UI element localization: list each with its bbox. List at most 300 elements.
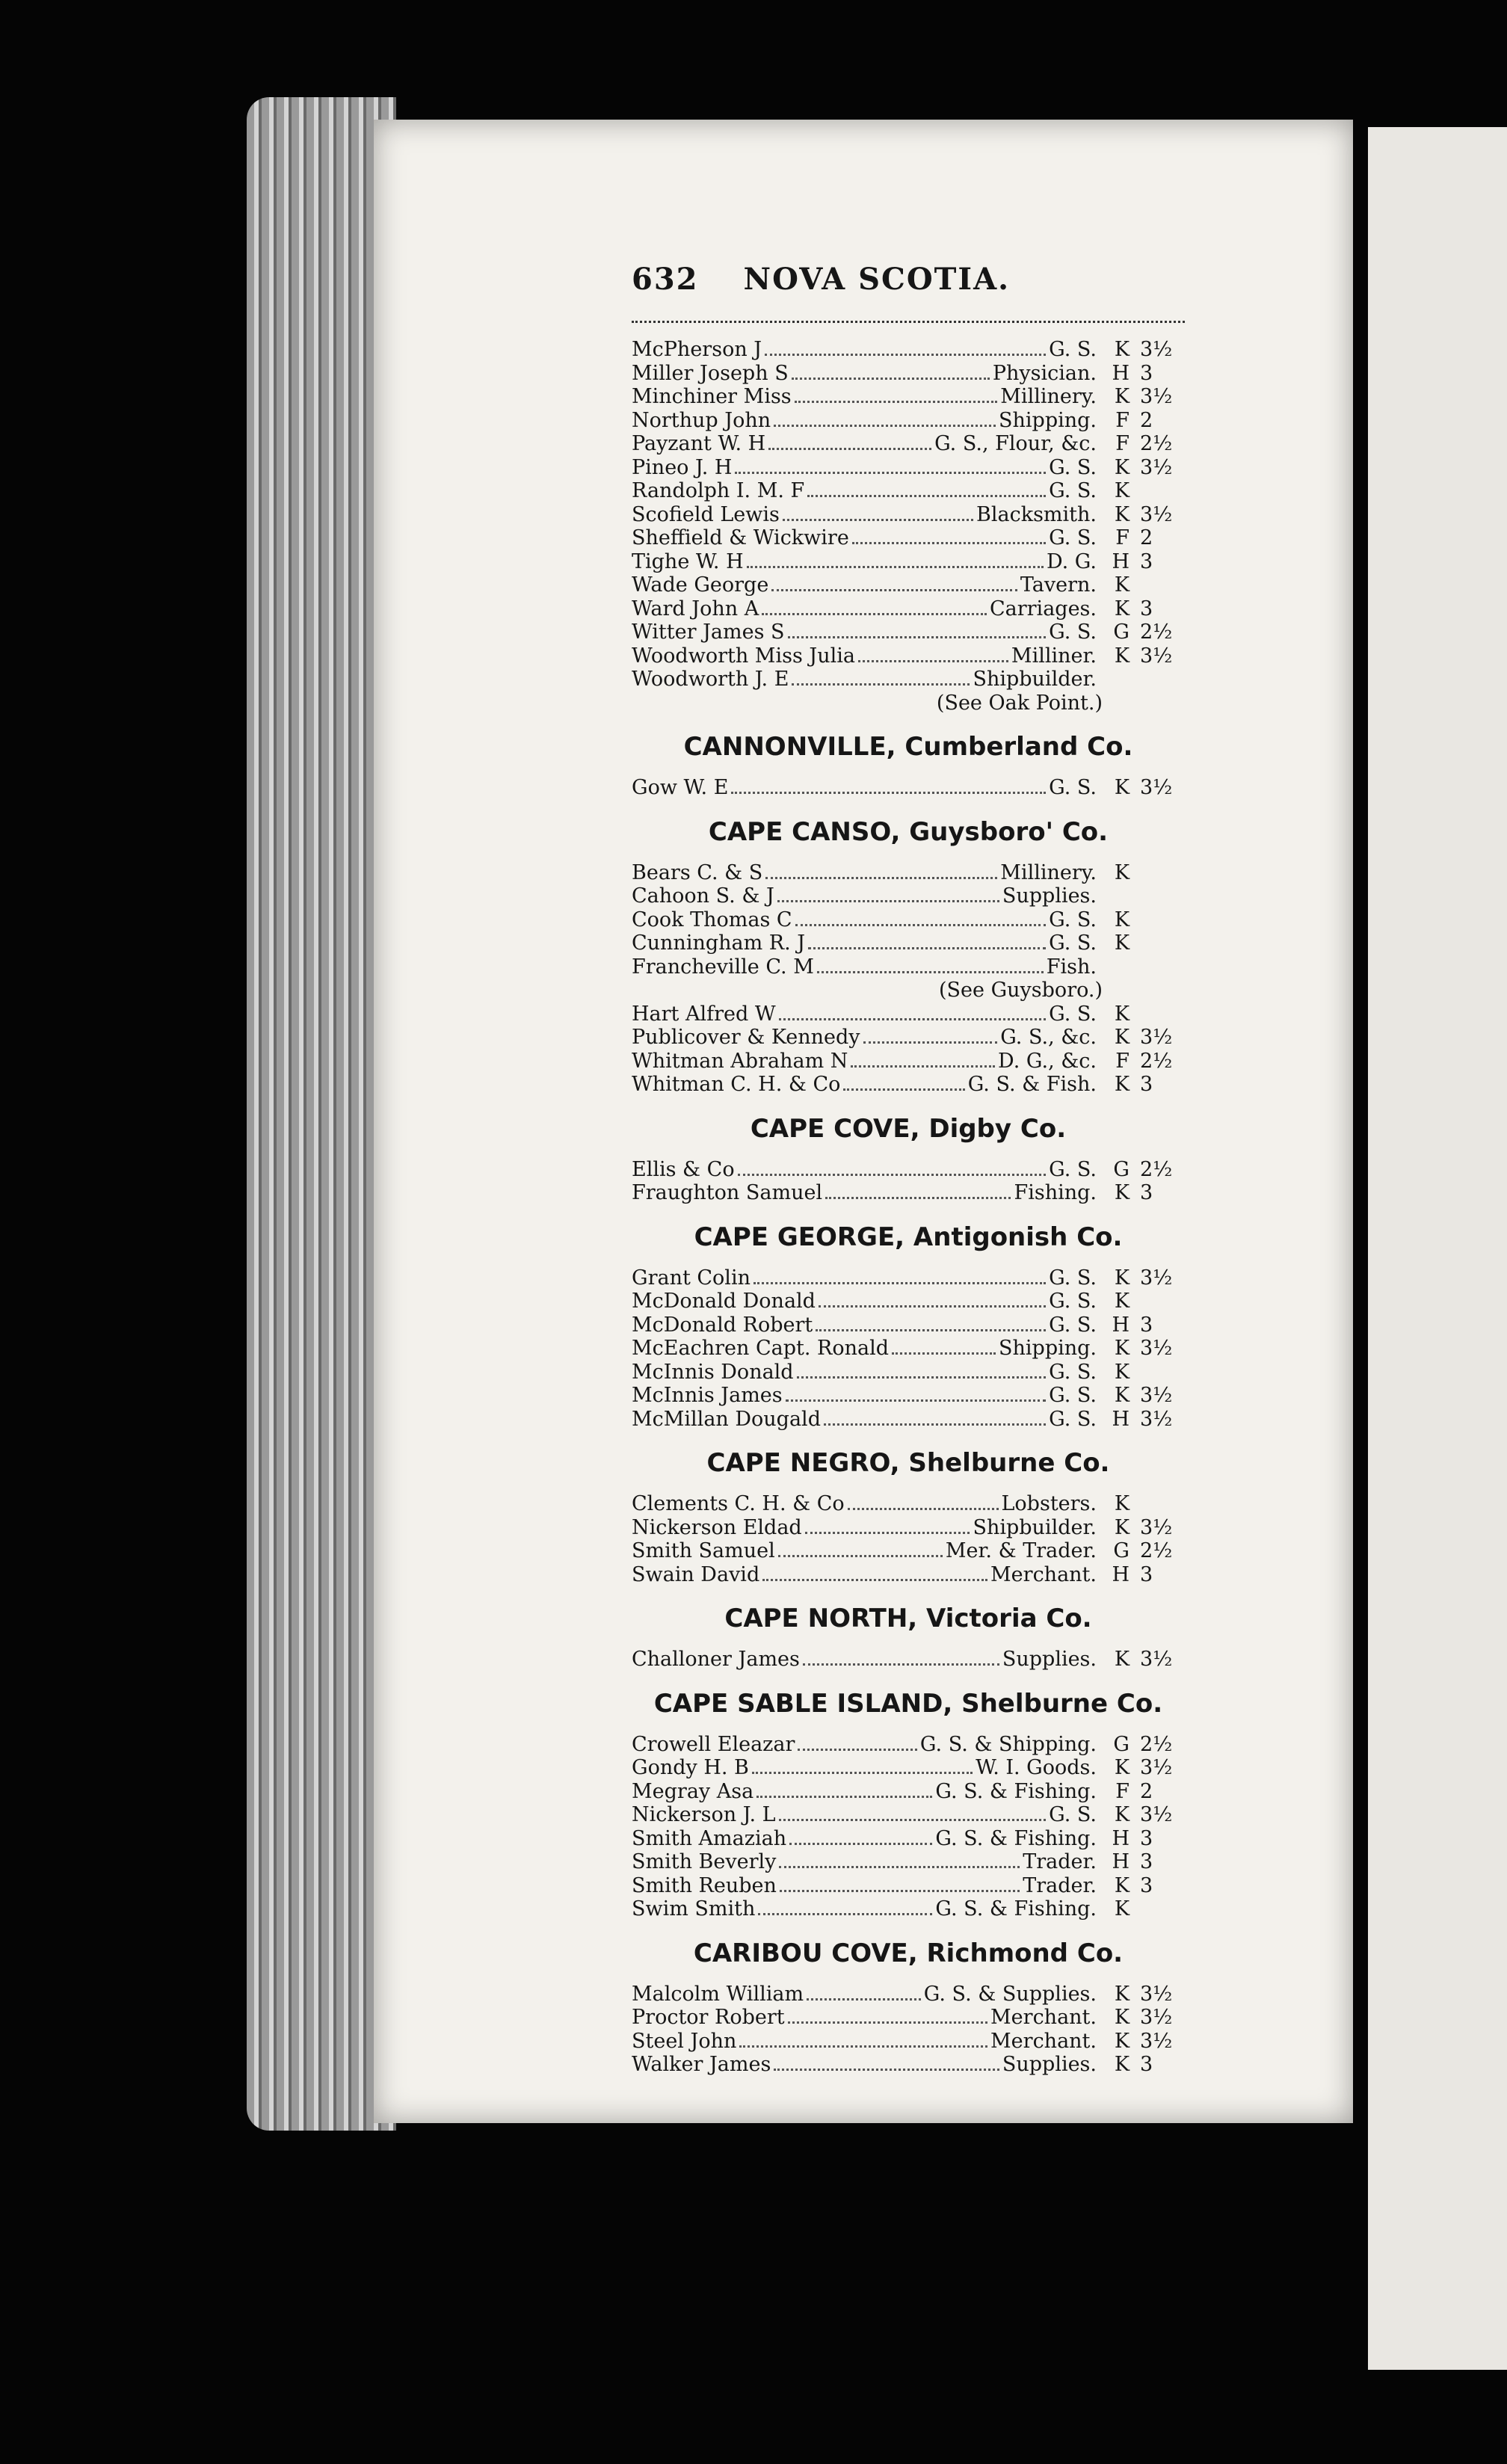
directory-section xyxy=(632,1113,1185,1205)
directory-content xyxy=(632,262,1185,2077)
entry-business: Shipbuilder. xyxy=(973,1515,1097,1539)
entry-name: Randolph I. M. F xyxy=(632,479,805,502)
leader-dots xyxy=(792,673,970,686)
entry-name: Northup John xyxy=(632,408,771,432)
leader-dots xyxy=(758,1903,932,1915)
leader-dots xyxy=(807,1988,921,2001)
leader-dots xyxy=(788,626,1047,638)
directory-entry xyxy=(632,1158,1185,1182)
entry-business: Merchant. xyxy=(990,2029,1097,2053)
entry-name: Pineo J. H xyxy=(632,455,733,479)
entry-name: Fraughton Samuel xyxy=(632,1181,823,1204)
leader-dots xyxy=(807,484,1046,497)
directory-entry xyxy=(632,1026,1185,1050)
entry-rating: F xyxy=(1115,408,1130,432)
directory-entry xyxy=(632,432,1185,456)
entry-rating: K xyxy=(1114,1648,1130,1671)
entry-business: Shipping. xyxy=(999,408,1097,432)
directory-entry xyxy=(632,668,1185,692)
entry-name: Steel John xyxy=(632,2029,737,2053)
entry-name: Smith Amaziah xyxy=(632,1826,787,1850)
directory-section xyxy=(632,1688,1185,1921)
directory-entry xyxy=(632,1756,1185,1780)
entry-business: D. G., &c. xyxy=(998,1049,1097,1073)
directory-entry xyxy=(632,776,1185,800)
entry-business: G. S., &c. xyxy=(1000,1026,1097,1049)
entry-business: Supplies. xyxy=(1002,1648,1097,1671)
entry-business: Fish. xyxy=(1046,955,1097,979)
entry-note: (See Guysboro.) xyxy=(939,979,1103,1002)
entry-credit: 3½ xyxy=(1140,1756,1173,1779)
place-heading: CAPE CANSO, Guysboro' Co. xyxy=(708,816,1109,847)
entry-name: Ward John A xyxy=(632,597,759,620)
entry-business: Shipping. xyxy=(999,1337,1097,1360)
leader-dots xyxy=(768,437,931,450)
directory-entry xyxy=(632,526,1185,550)
directory-entry xyxy=(632,338,1185,362)
entry-credit: 2½ xyxy=(1140,620,1173,644)
entry-name: McMillan Dougald xyxy=(632,1407,821,1431)
directory-entry xyxy=(632,1780,1185,1804)
entry-rating: G xyxy=(1113,620,1130,644)
entry-business: Shipbuilder. xyxy=(973,668,1097,691)
leader-dots xyxy=(858,650,1008,662)
leader-dots xyxy=(848,1497,999,1510)
directory-entry xyxy=(632,1266,1185,1290)
directory-section xyxy=(632,1938,1185,2077)
leader-dots xyxy=(863,1031,998,1044)
entry-rating: K xyxy=(1114,1002,1130,1026)
leader-dots xyxy=(795,914,1047,926)
entry-rating: K xyxy=(1114,1026,1130,1049)
entry-business: G. S. xyxy=(1049,1384,1097,1407)
directory-entry xyxy=(632,1827,1185,1851)
entry-rating: K xyxy=(1114,1803,1130,1826)
leader-dots xyxy=(731,781,1046,794)
directory-entry xyxy=(632,1073,1185,1097)
entry-business: Mer. & Trader. xyxy=(945,1539,1097,1562)
entry-business: G. S. xyxy=(1049,1360,1097,1384)
entry-name: Smith Samuel xyxy=(632,1539,775,1562)
directory-entry xyxy=(632,1002,1185,1026)
entry-rating: H xyxy=(1112,361,1130,385)
entry-business: Merchant. xyxy=(990,2006,1097,2029)
entry-credit: 3½ xyxy=(1140,1982,1173,2006)
entry-name: Challoner James xyxy=(632,1648,800,1671)
directory-section xyxy=(632,1603,1185,1672)
directory-entry xyxy=(632,1181,1185,1205)
leader-dots xyxy=(779,1855,1020,1868)
leader-dots xyxy=(817,961,1044,973)
entry-rating: K xyxy=(1114,1384,1130,1407)
entry-credit: 2½ xyxy=(1140,1049,1173,1073)
entry-business: G. S. xyxy=(1049,1157,1097,1181)
directory-entry xyxy=(632,644,1185,668)
directory-entry xyxy=(632,479,1185,503)
entry-name: Payzant W. H xyxy=(632,432,766,455)
entry-business: G. S. xyxy=(1049,479,1097,502)
leader-dots xyxy=(786,1389,1046,1402)
leader-dots xyxy=(789,1832,932,1845)
directory-section xyxy=(632,1222,1185,1432)
entry-name: Gow W. E xyxy=(632,776,729,799)
entry-name: McPherson J xyxy=(632,338,762,361)
entry-business: G. S. xyxy=(1049,1407,1097,1431)
leader-dots xyxy=(756,1785,932,1798)
entry-credit: 3 xyxy=(1140,1313,1153,1337)
entry-name: Scofield Lewis xyxy=(632,502,780,526)
entry-name: Woodworth J. E xyxy=(632,668,789,691)
entry-business: Physician. xyxy=(992,361,1097,385)
entry-name: Cunningham R. J xyxy=(632,931,806,955)
leader-dots xyxy=(825,1186,1011,1199)
place-heading: CAPE COVE, Digby Co. xyxy=(750,1113,1067,1144)
leader-dots xyxy=(783,508,973,521)
entry-rating: K xyxy=(1114,2029,1130,2053)
directory-entry xyxy=(632,597,1185,621)
place-heading: CANNONVILLE, Cumberland Co. xyxy=(683,732,1133,762)
entry-business: Millinery. xyxy=(1000,860,1097,884)
entry-business: Supplies. xyxy=(1002,2053,1097,2076)
directory-sections xyxy=(632,338,1185,2077)
entry-credit: 3½ xyxy=(1140,2029,1173,2053)
directory-entry xyxy=(632,2006,1185,2030)
entry-credit: 3½ xyxy=(1140,1407,1173,1431)
leader-dots xyxy=(774,2058,999,2071)
entry-credit: 3½ xyxy=(1140,1337,1173,1360)
directory-entry xyxy=(632,456,1185,480)
entry-name: Proctor Robert xyxy=(632,2006,785,2029)
entry-rating: H xyxy=(1112,1850,1130,1873)
leader-dots xyxy=(754,1272,1046,1284)
entry-credit: 3½ xyxy=(1140,776,1173,799)
entry-name: Tighe W. H xyxy=(632,549,744,573)
entry-name: McDonald Robert xyxy=(632,1313,813,1337)
entry-business: Lobsters. xyxy=(1001,1492,1097,1515)
directory-entry xyxy=(632,1408,1185,1432)
place-heading: CAPE NEGRO, Shelburne Co. xyxy=(706,1448,1110,1478)
entry-rating: K xyxy=(1114,1360,1130,1384)
entry-rating: K xyxy=(1114,1290,1130,1313)
entry-rating: K xyxy=(1114,908,1130,931)
entry-name: Witter James S xyxy=(632,620,785,644)
entry-rating: K xyxy=(1114,1756,1130,1779)
entry-rating: H xyxy=(1112,1826,1130,1850)
entry-name: Woodworth Miss Julia xyxy=(632,644,855,668)
leader-dots xyxy=(824,1413,1046,1426)
entry-business: G. S. xyxy=(1049,908,1097,931)
entry-rating: G xyxy=(1113,1732,1130,1756)
leader-dots xyxy=(774,414,996,427)
directory-entry xyxy=(632,861,1185,885)
leader-dots xyxy=(819,1295,1046,1308)
leader-dots xyxy=(797,1366,1047,1379)
directory-entry xyxy=(632,931,1185,955)
entry-name: Megray Asa xyxy=(632,1779,754,1803)
entry-credit: 3½ xyxy=(1140,1266,1173,1290)
directory-entry xyxy=(632,1290,1185,1313)
entry-rating: K xyxy=(1114,1982,1130,2006)
directory-entry xyxy=(632,503,1185,527)
directory-entry xyxy=(632,573,1185,597)
entry-credit: 3 xyxy=(1140,549,1153,573)
directory-section xyxy=(632,816,1185,1097)
entry-note: (See Oak Point.) xyxy=(936,691,1103,715)
leader-dots xyxy=(852,532,1046,544)
directory-entry xyxy=(632,1050,1185,1074)
leader-dots xyxy=(777,890,999,902)
entry-credit: 3 xyxy=(1140,1850,1153,1873)
entry-credit: 2 xyxy=(1140,1779,1153,1803)
directory-entry xyxy=(632,1897,1185,1921)
entry-business: G. S. & Fishing. xyxy=(935,1897,1097,1921)
entry-rating: K xyxy=(1114,455,1130,479)
leader-dots xyxy=(762,603,987,615)
entry-rating: K xyxy=(1114,644,1130,668)
leader-dots xyxy=(752,1761,973,1774)
directory-entry xyxy=(632,1384,1185,1408)
leader-dots xyxy=(788,2011,987,2024)
entry-business: G. S. & Fish. xyxy=(967,1073,1097,1096)
entry-rating: K xyxy=(1114,502,1130,526)
entry-name: Cook Thomas C xyxy=(632,908,792,931)
leader-dots xyxy=(803,1653,999,1666)
directory-entry xyxy=(632,884,1185,908)
entry-name: Sheffield & Wickwire xyxy=(632,526,849,549)
entry-business: Fishing. xyxy=(1014,1181,1097,1204)
entry-credit: 3½ xyxy=(1140,1384,1173,1407)
leader-dots xyxy=(779,1808,1047,1821)
entry-name: Gondy H. B xyxy=(632,1756,749,1779)
entry-business: G. S. & Shipping. xyxy=(919,1732,1097,1756)
entry-business: D. G. xyxy=(1046,549,1097,573)
entry-rating: K xyxy=(1114,1266,1130,1290)
directory-entry xyxy=(632,1313,1185,1337)
entry-business: Trader. xyxy=(1023,1873,1097,1897)
entry-credit: 3 xyxy=(1140,2053,1153,2076)
entry-name: Publicover & Kennedy xyxy=(632,1026,860,1049)
entry-credit: 3 xyxy=(1140,1826,1153,1850)
entry-name: Grant Colin xyxy=(632,1266,751,1290)
entry-name: McInnis James xyxy=(632,1384,783,1407)
entry-name: McDonald Donald xyxy=(632,1290,816,1313)
entry-credit: 3 xyxy=(1140,361,1153,385)
entry-business: Trader. xyxy=(1023,1850,1097,1873)
entry-credit: 3 xyxy=(1140,597,1153,620)
entry-rating: K xyxy=(1114,2053,1130,2076)
entry-business: Blacksmith. xyxy=(976,502,1097,526)
directory-entry xyxy=(632,908,1185,932)
entry-rating: K xyxy=(1114,1897,1130,1921)
leader-dots xyxy=(798,1738,917,1751)
leader-dots xyxy=(851,1055,995,1068)
leader-dots xyxy=(795,390,998,403)
place-heading: CAPE SABLE ISLAND, Shelburne Co. xyxy=(653,1688,1163,1719)
entry-rating: F xyxy=(1115,432,1130,455)
entry-name: Ellis & Co xyxy=(632,1157,735,1181)
entry-rating: K xyxy=(1114,338,1130,361)
entry-credit: 2 xyxy=(1140,526,1153,549)
entry-name: McInnis Donald xyxy=(632,1360,794,1384)
directory-entry xyxy=(632,1803,1185,1827)
entry-credit: 3½ xyxy=(1140,385,1173,408)
entry-name: Swim Smith xyxy=(632,1897,756,1921)
entry-business: G. S. xyxy=(1049,776,1097,799)
entry-credit: 3 xyxy=(1140,1181,1153,1204)
entry-rating: K xyxy=(1114,860,1130,884)
entry-business: G. S. & Fishing. xyxy=(935,1779,1097,1803)
entry-credit: 3½ xyxy=(1140,502,1173,526)
directory-entry xyxy=(632,1983,1185,2006)
directory-entry xyxy=(632,2053,1185,2077)
leader-dots xyxy=(892,1342,996,1355)
directory-entry xyxy=(632,1516,1185,1540)
entry-name: McEachren Capt. Ronald xyxy=(632,1337,889,1360)
directory-entry xyxy=(632,385,1185,409)
leader-dots xyxy=(765,866,997,879)
directory-entry xyxy=(632,1733,1185,1757)
entry-rating: K xyxy=(1114,1492,1130,1515)
entry-name: Malcolm William xyxy=(632,1982,804,2006)
entry-rating: F xyxy=(1115,526,1130,549)
entry-business: G. S. & Supplies. xyxy=(923,1982,1097,2006)
directory-entry xyxy=(632,550,1185,574)
entry-rating: H xyxy=(1112,549,1130,573)
entry-business: G. S. xyxy=(1049,338,1097,361)
directory-entry xyxy=(632,1874,1185,1898)
entry-name: Miller Joseph S xyxy=(632,361,789,385)
entry-business: W. I. Goods. xyxy=(976,1756,1097,1779)
entry-name: Nickerson J. L xyxy=(632,1803,776,1826)
entry-rating: K xyxy=(1114,385,1130,408)
leader-dots xyxy=(762,1568,987,1581)
place-heading: CAPE GEORGE, Antigonish Co. xyxy=(694,1222,1123,1252)
entry-rating: K xyxy=(1114,776,1130,799)
entry-name: Walker James xyxy=(632,2053,771,2076)
directory-entry xyxy=(632,620,1185,644)
leader-dots xyxy=(735,461,1046,474)
entry-credit: 3½ xyxy=(1140,1648,1173,1671)
directory-entry xyxy=(632,1563,1185,1587)
directory-entry xyxy=(632,2030,1185,2054)
entry-credit: 3½ xyxy=(1140,2006,1173,2029)
directory-entry xyxy=(632,1361,1185,1385)
entry-name: Whitman C. H. & Co xyxy=(632,1073,841,1096)
entry-business: Tavern. xyxy=(1020,573,1097,597)
directory-entry xyxy=(632,955,1185,979)
entry-rating: K xyxy=(1114,1873,1130,1897)
page-title: NOVA SCOTIA. xyxy=(743,262,1011,297)
entry-name: Hart Alfred W xyxy=(632,1002,776,1026)
right-page-edge xyxy=(1368,127,1507,2370)
entry-name: Smith Reuben xyxy=(632,1873,777,1897)
entry-credit: 2 xyxy=(1140,408,1153,432)
entry-business: G. S. xyxy=(1049,1266,1097,1290)
leader-dots xyxy=(739,2035,987,2048)
entry-rating: K xyxy=(1114,1515,1130,1539)
entry-rating: H xyxy=(1112,1562,1130,1586)
entry-credit: 3 xyxy=(1140,1873,1153,1897)
entry-rating: G xyxy=(1113,1157,1130,1181)
entry-rating: K xyxy=(1114,573,1130,597)
entry-business: Merchant. xyxy=(990,1562,1097,1586)
entry-name: Crowell Eleazar xyxy=(632,1732,795,1756)
directory-entry xyxy=(632,409,1185,433)
entry-name: Clements C. H. & Co xyxy=(632,1492,845,1515)
entry-name: Minchiner Miss xyxy=(632,385,792,408)
entry-business: G. S. xyxy=(1049,931,1097,955)
leader-dots xyxy=(765,343,1046,356)
leader-dots xyxy=(792,367,990,380)
directory-entry xyxy=(632,1492,1185,1516)
entry-business: Millinery. xyxy=(1000,385,1097,408)
entry-name: Francheville C. M xyxy=(632,955,814,979)
directory-entry xyxy=(632,362,1185,386)
entry-rating: F xyxy=(1115,1779,1130,1803)
entry-name: Wade George xyxy=(632,573,769,597)
entry-rating: K xyxy=(1114,1181,1130,1204)
entry-rating: G xyxy=(1113,1539,1130,1562)
leader-dots xyxy=(747,555,1044,568)
entry-rating: K xyxy=(1114,1073,1130,1096)
leader-dots xyxy=(779,1008,1046,1020)
header-rule xyxy=(632,310,1185,323)
entry-rating: H xyxy=(1112,1407,1130,1431)
entry-business: Carriages. xyxy=(989,597,1097,620)
entry-business: G. S. xyxy=(1049,1002,1097,1026)
directory-section xyxy=(632,731,1185,800)
leader-dots xyxy=(843,1078,964,1091)
entry-business: G. S. xyxy=(1049,620,1097,644)
entry-credit: 3½ xyxy=(1140,455,1173,479)
leader-dots xyxy=(805,1521,970,1534)
place-heading: CAPE NORTH, Victoria Co. xyxy=(724,1604,1092,1633)
entry-business: G. S., Flour, &c. xyxy=(934,432,1097,455)
entry-business: G. S. xyxy=(1049,1803,1097,1826)
entry-name: Swain David xyxy=(632,1562,760,1586)
page-header xyxy=(632,262,1185,297)
entry-business: G. S. xyxy=(1049,1290,1097,1313)
leader-dots xyxy=(738,1163,1047,1176)
entry-rating: K xyxy=(1114,931,1130,955)
entry-business: Milliner. xyxy=(1011,644,1097,668)
entry-name: Smith Beverly xyxy=(632,1850,777,1873)
entry-credit: 3 xyxy=(1140,1073,1153,1096)
entry-name: Cahoon S. & J xyxy=(632,884,774,908)
entry-name: Bears C. & S xyxy=(632,860,763,884)
directory-section xyxy=(632,338,1185,715)
directory-entry xyxy=(632,1337,1185,1361)
leader-dots xyxy=(780,1879,1020,1892)
entry-rating: K xyxy=(1114,2006,1130,2029)
page-number: 632 xyxy=(632,262,699,297)
entry-rating: K xyxy=(1114,479,1130,502)
entry-credit: 2½ xyxy=(1140,432,1173,455)
leader-dots xyxy=(778,1544,943,1557)
directory-entry xyxy=(632,1539,1185,1563)
entry-credit: 3½ xyxy=(1140,1515,1173,1539)
entry-name: Whitman Abraham N xyxy=(632,1049,848,1073)
entry-rating: F xyxy=(1115,1049,1130,1073)
entry-credit: 2½ xyxy=(1140,1157,1173,1181)
leader-dots xyxy=(816,1319,1046,1331)
entry-credit: 2½ xyxy=(1140,1732,1173,1756)
entry-credit: 3½ xyxy=(1140,338,1173,361)
entry-name: Nickerson Eldad xyxy=(632,1515,802,1539)
entry-rating: K xyxy=(1114,1337,1130,1360)
entry-business: G. S. & Fishing. xyxy=(935,1826,1097,1850)
entry-credit: 3½ xyxy=(1140,1803,1173,1826)
